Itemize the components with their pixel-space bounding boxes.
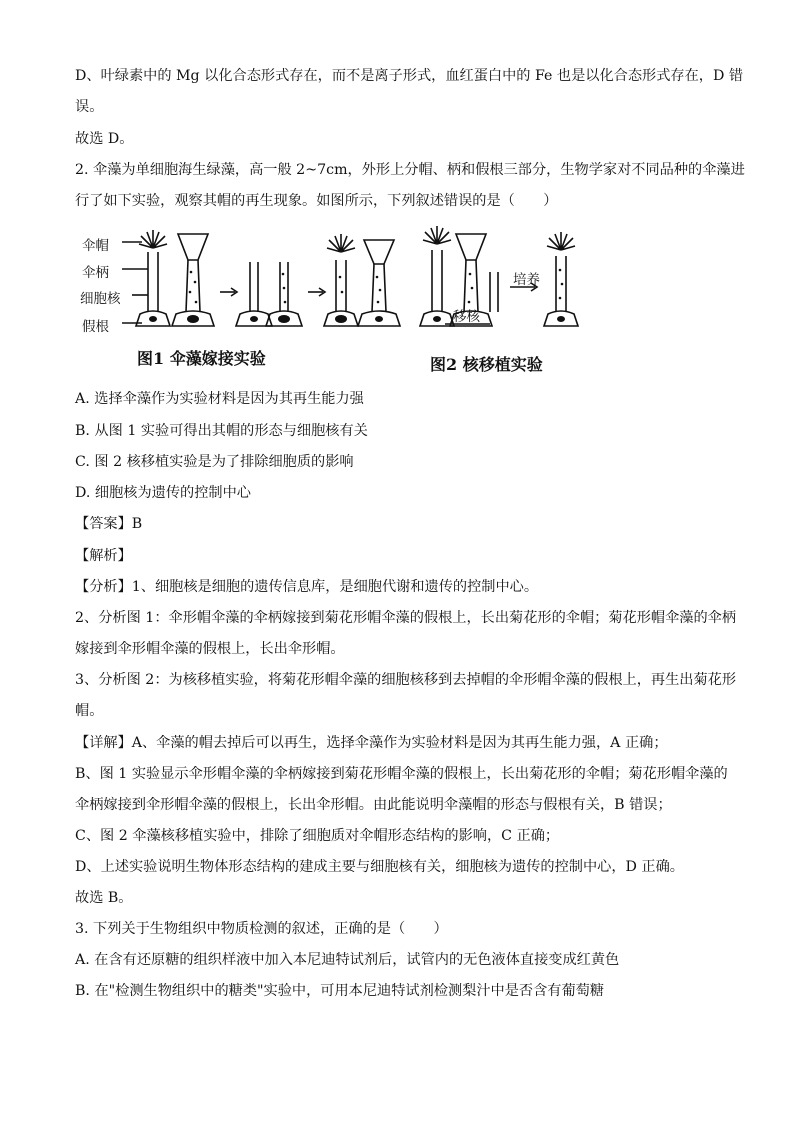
nucleus <box>149 316 157 322</box>
flower-cap <box>423 226 451 244</box>
question-2-stem-cont: 行了如下实验，观察其帽的再生现象。如图所示，下列叙述错误的是（ ） <box>75 193 558 209</box>
text-line: D、叶绿素中的 Mg 以化合态形式存在，而不是离子形式，血红蛋白中的 Fe 也是以化合态形式存在，D 错 <box>75 68 744 84</box>
text-line: B、图 1 实验显示伞形帽伞藻的伞柄嫁接到菊花形帽伞藻的假根上，长出菊花形的伞帽；菊花形帽伞藻的 <box>75 766 728 782</box>
stalk <box>148 252 158 312</box>
option-c: C. 图 2 核移植实验是为了排除细胞质的影响 <box>75 454 354 470</box>
umbrella-cap <box>456 234 486 260</box>
stalk <box>372 264 386 312</box>
label-rhizoid: 假根 <box>82 319 109 335</box>
option-b: B. 在"检测生物组织中的糖类"实验中，可用本尼迪特试剂检测梨汁中是否含有葡萄糖 <box>75 983 605 999</box>
stalk <box>490 272 498 312</box>
text-line: 伞柄嫁接到伞形帽伞藻的假根上，长出伞形帽。由此能说明伞藻帽的形态与假根有关，B 错误； <box>75 797 672 813</box>
option-d: D. 细胞核为遗传的控制中心 <box>75 485 251 501</box>
text-line: 3、分析图 2：为核移植实验，将菊花形帽伞藻的细胞核移到去掉帽的伞形帽伞藻的假根上，再生出菊花形 <box>75 672 737 688</box>
text-line: 故选 B。 <box>75 890 133 906</box>
text-line: 误。 <box>75 99 104 115</box>
question-2-stem: 2. 伞藻为单细胞海生绿藻，高一般 2~7cm，外形上分帽、柄和假根三部分，生物学家对不同品种的伞藻进 <box>75 162 745 178</box>
text-line: C、图 2 伞藻核移植实验中，排除了细胞质对伞帽形态结构的影响，C 正确； <box>75 828 560 844</box>
nucleus <box>187 315 199 323</box>
text-line: 【分析】1、细胞核是细胞的遗传信息库，是细胞代谢和遗传的控制中心。 <box>75 579 539 595</box>
figure-1-caption: 图1 伞藻嫁接实验 <box>137 349 266 368</box>
answer: 【答案】B <box>75 516 143 532</box>
flower-cap <box>327 234 355 252</box>
text-line: 2、分析图 1：伞形帽伞藻的伞柄嫁接到菊花形帽伞藻的假根上，长出菊花形的伞帽；菊花形帽伞藻的伞柄 <box>75 610 737 626</box>
option-a: A. 选择伞藻作为实验材料是因为其再生能力强 <box>75 391 364 407</box>
nucleus <box>557 316 565 322</box>
nucleus <box>375 316 383 322</box>
nucleus <box>335 315 347 323</box>
question-3-stem: 3. 下列关于生物组织中物质检测的叙述，正确的是（ ） <box>75 921 448 937</box>
umbrella-cap <box>178 234 208 260</box>
nucleus <box>250 316 258 322</box>
label-transfer: 移核 <box>453 309 480 325</box>
label-nucleus: 细胞核 <box>80 291 121 307</box>
nucleus <box>433 316 441 322</box>
figure-2-caption: 图2 核移植实验 <box>430 355 543 374</box>
nucleus <box>278 315 290 323</box>
analysis-heading: 【解析】 <box>75 548 132 564</box>
flower-cap <box>139 230 167 248</box>
text-line: 故选 D。 <box>75 131 134 147</box>
umbrella-cap <box>364 240 394 264</box>
stalk <box>432 250 442 312</box>
text-line: 帽。 <box>75 703 104 719</box>
algae-experiment-figure <box>80 222 600 377</box>
stalk <box>186 260 200 312</box>
flower-cap <box>547 232 575 250</box>
option-b: B. 从图 1 实验可得出其帽的形态与细胞核有关 <box>75 423 368 439</box>
stalk <box>336 260 346 312</box>
text-line: 【详解】A、伞藻的帽去掉后可以再生，选择伞藻作为实验材料是因为其再生能力强，A 正确； <box>75 735 668 751</box>
label-culture: 培养 <box>513 272 540 288</box>
text-line: 嫁接到伞形帽伞藻的假根上，长出伞形帽。 <box>75 641 345 657</box>
stalk <box>250 262 258 312</box>
label-cap: 伞帽 <box>82 238 109 254</box>
option-a: A. 在含有还原糖的组织样液中加入本尼迪特试剂后，试管内的无色液体直接变成红黄色 <box>75 952 620 968</box>
text-line: D、上述实验说明生物体形态结构的建成主要与细胞核有关，细胞核为遗传的控制中心，D 正确。 <box>75 859 684 875</box>
label-stalk: 伞柄 <box>82 265 109 281</box>
